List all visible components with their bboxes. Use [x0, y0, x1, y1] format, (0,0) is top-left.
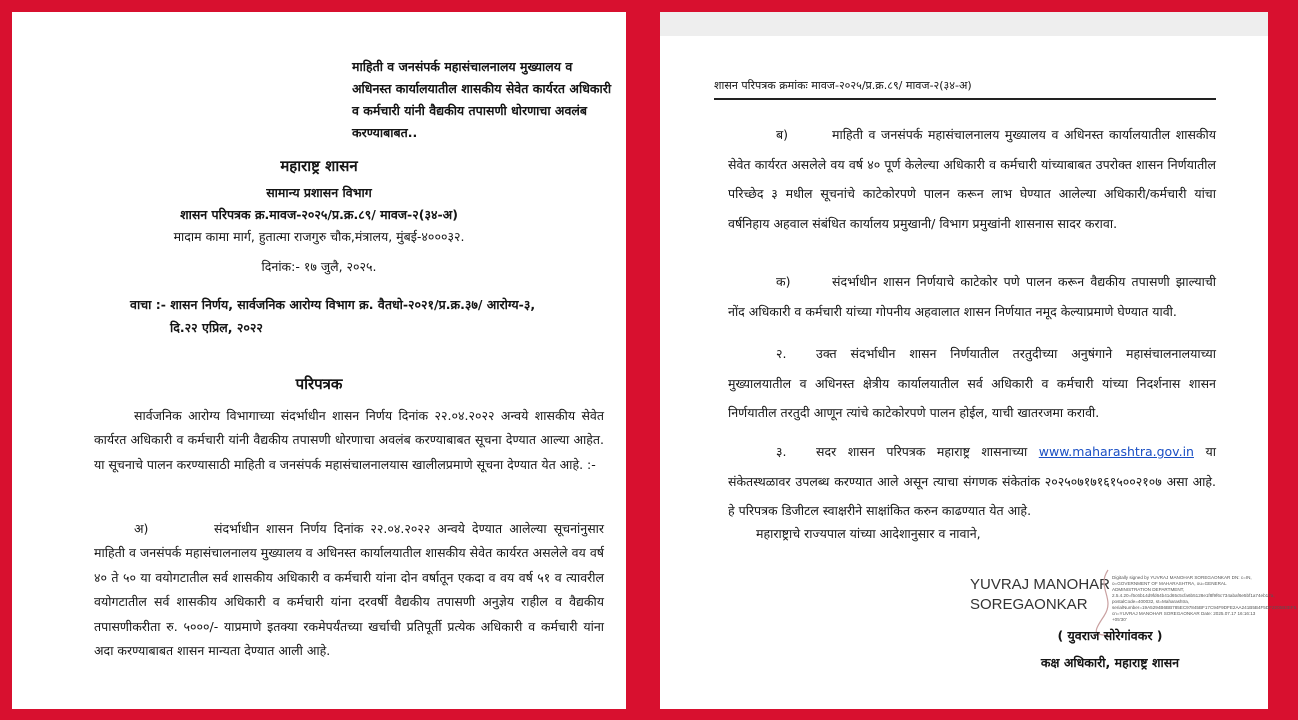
- point-k-text: संदर्भाधीन शासन निर्णयाचे काटेकोर पणे पालन करून वैद्यकीय तपासणी झाल्याची नोंद अधिकारी व कर्मचारी यांच्या गोपनीय अहवालात शासन निर्णयात नमूद केल्याप्रमाणे घेण्यात यावी.: [728, 274, 1216, 319]
- department-heading: सामान्य प्रशासन विभाग: [266, 185, 372, 200]
- point-3-text-pre: सदर शासन परिपत्रक महाराष्ट्र शासनाच्या: [816, 444, 1028, 459]
- point-b-text: माहिती व जनसंपर्क महासंचालनालय मुख्यालय व अधिनस्त कार्यालयातील शासकीय सेवेत कार्यरत असलेले वय वर्ष ४० पूर्ण केलेल्या अधिकारी व कर्मचारी यांच्याबाबत उपरोक्त शासन निर्णयातील परिच्छेद ३ मधील सूचनांचे काटेकोरपणे पालन करून लाभ घेण्यात आलेल्या अधिकारी/कर्मचारी यांचा वर्षनिहाय अहवाल संबंधित कार्यालय प्रमुखानी/ विभाग प्रमुखांनी शासनास सादर करावा.: [728, 127, 1216, 231]
- paragraph-point-3: [728, 437, 1216, 526]
- page-top-strip: [660, 12, 1268, 36]
- circular-number: शासन परिपत्रक क्र.मावज-२०२५/प्र.क्र.८९/ मावज-२(३४-अ): [180, 207, 458, 222]
- point-2-label: २.: [776, 346, 787, 361]
- point-a-label: अ): [134, 521, 149, 536]
- signer-name-line-1: YUVRAJ MANOHAR: [970, 576, 1111, 593]
- point-k-label: क): [776, 274, 791, 289]
- digital-signature-details: Digitally signed by YUVRAJ MANOHAR SOREGAONKAR DN: c=IN, o=GOVERNMENT OF MAHARASHTRA, ou=GENERAL ADMINISTRATION DEPARTMENT, 2.5.4.20=f5c6b14d9fd64b41d65c5cfa6b5128e1f8f9f6c734abaf6e5bf1a74eb17a, postalCode=400032, st=Maharashtra, serialNumber=19A5294B6BB785EC97845BF17C94F9DFE2AA241B5B4F5DF2205B3EF5, cn=YUVRAJ MANOHAR SOREGAONKAR Date: 2025.07.17 16:16:13 +05'30': [1112, 575, 1298, 622]
- header-rule: [714, 98, 1216, 100]
- paragraph-point-a: [94, 517, 604, 663]
- reference-line-1: वाचा :- शासन निर्णय, सार्वजनिक आरोग्य विभाग क्र. वैतधो-२०२१/प्र.क्र.३७/ आरोग्य-३,: [130, 297, 536, 312]
- point-b-label: ब): [776, 127, 789, 142]
- circular-title: परिपत्रक: [295, 375, 343, 393]
- point-a-text: संदर्भाधीन शासन निर्णय दिनांक २२.०४.२०२२ अन्वये देण्यात आलेल्या सूचनांनुसार माहिती व जनसंपर्क महासंचालनालय मुख्यालय व अधिनस्त कार्यालयातील शासकीय सेवेत कार्यरत असलेले वय वर्ष ४० ते ५० या वयोगटातील सर्व शासकीय अधिकारी व कर्मचारी यांना दोन वर्षातून एकदा व वय वर्ष ५१ व त्यावरील वयोगटातील सर्व शासकीय अधिकारी व कर्मचारी यांना दरवर्षी वैद्यकीय तपासणी अनुज्ञेय राहील व वैद्यकीय तपासणीकरीता रु. ५०००/- याप्रमाणे इतक्या रकमेपर्यंतच्या खर्चाची प्रतिपूर्ती प्रत्येक अधिकारी व कर्मचारी यांना अदा करण्याबाबत शासन मान्यता देण्यात आली आहे.: [94, 521, 604, 659]
- document-page-right: [660, 12, 1298, 709]
- point-2-text: उक्त संदर्भाधीन शासन निर्णयातील तरतुदीच्या अनुषंगाने महासंचालनालयाच्या मुख्यालयातील व अधिनस्त क्षेत्रीय कार्यालयातील सर्व अधिकारी व कर्मचारी यांच्या निदर्शनास शासन निर्णयातील तरतुदी आणून त्यांचे काटेकोरपणे पालन होईल, याची खातरजमा करावी.: [728, 346, 1216, 420]
- website-link[interactable]: www.maharashtra.gov.in: [1038, 444, 1194, 459]
- point-3-text-post: या संकेतस्थळावर उपलब्ध करण्यात आले असून त्याचा संगणक संकेतांक २०२५०७१७१६१५००२१०७ असा आहे. हे परिपत्रक डिजीटल स्वाक्षरीने साक्षांकित करुन काढण्यात येत आहे.: [728, 444, 1216, 518]
- subject-text: माहिती व जनसंपर्क महासंचालनालय मुख्यालय व अधिनस्त कार्यालयातील शासकीय सेवेत कार्यरत अधिकारी व कर्मचारी यांनी वैद्यकीय तपासणी धोरणाचा अवलंब करण्याबाबत..: [352, 59, 612, 140]
- paragraph-point-b: [728, 120, 1216, 238]
- paragraph-point-2: [728, 339, 1216, 428]
- running-head: शासन परिपत्रक क्रमांकः मावज-२०२५/प्र.क्र.८९/ मावज-२(३४-अ): [714, 79, 972, 92]
- reference-line-2: दि.२२ एप्रिल, २०२२: [170, 320, 263, 335]
- signer-name-marathi: ( युवराज सोरेगांवकर ): [1057, 628, 1163, 643]
- salutation: महाराष्ट्राचे राज्यपाल यांच्या आदेशानुसार व नावाने,: [756, 526, 981, 541]
- paragraph-intro: सार्वजनिक आरोग्य विभागाच्या संदर्भाधीन शासन निर्णय दिनांक २२.०४.२०२२ अन्वये शासकीय सेवेत कार्यरत अधिकारी व कर्मचारी यांनी वैद्यकीय तपासणी धोरणाचा अवलंब करण्याबाबत सूचना देण्यात आल्या आहेत. या सूचनाचे पालन करण्यासाठी माहिती व जनसंपर्क महासंचालनालयास खालीलप्रमाणे सूचना देण्यात येत आहे. :-: [94, 408, 604, 472]
- document-page-left: [12, 12, 626, 709]
- paragraph-point-k: [728, 267, 1216, 326]
- government-heading: महाराष्ट्र शासन: [280, 157, 358, 175]
- office-address: मादाम कामा मार्ग, हुतात्मा राजगुरु चौक,मंत्रालय, मुंबई-४०००३२.: [173, 229, 465, 244]
- circular-date: दिनांक:- १७ जुलै, २०२५.: [261, 259, 377, 274]
- signer-designation: कक्ष अधिकारी, महाराष्ट्र शासन: [1040, 655, 1180, 670]
- point-3-label: ३.: [776, 444, 787, 459]
- signer-name-line-2: SOREGAONKAR: [970, 596, 1088, 613]
